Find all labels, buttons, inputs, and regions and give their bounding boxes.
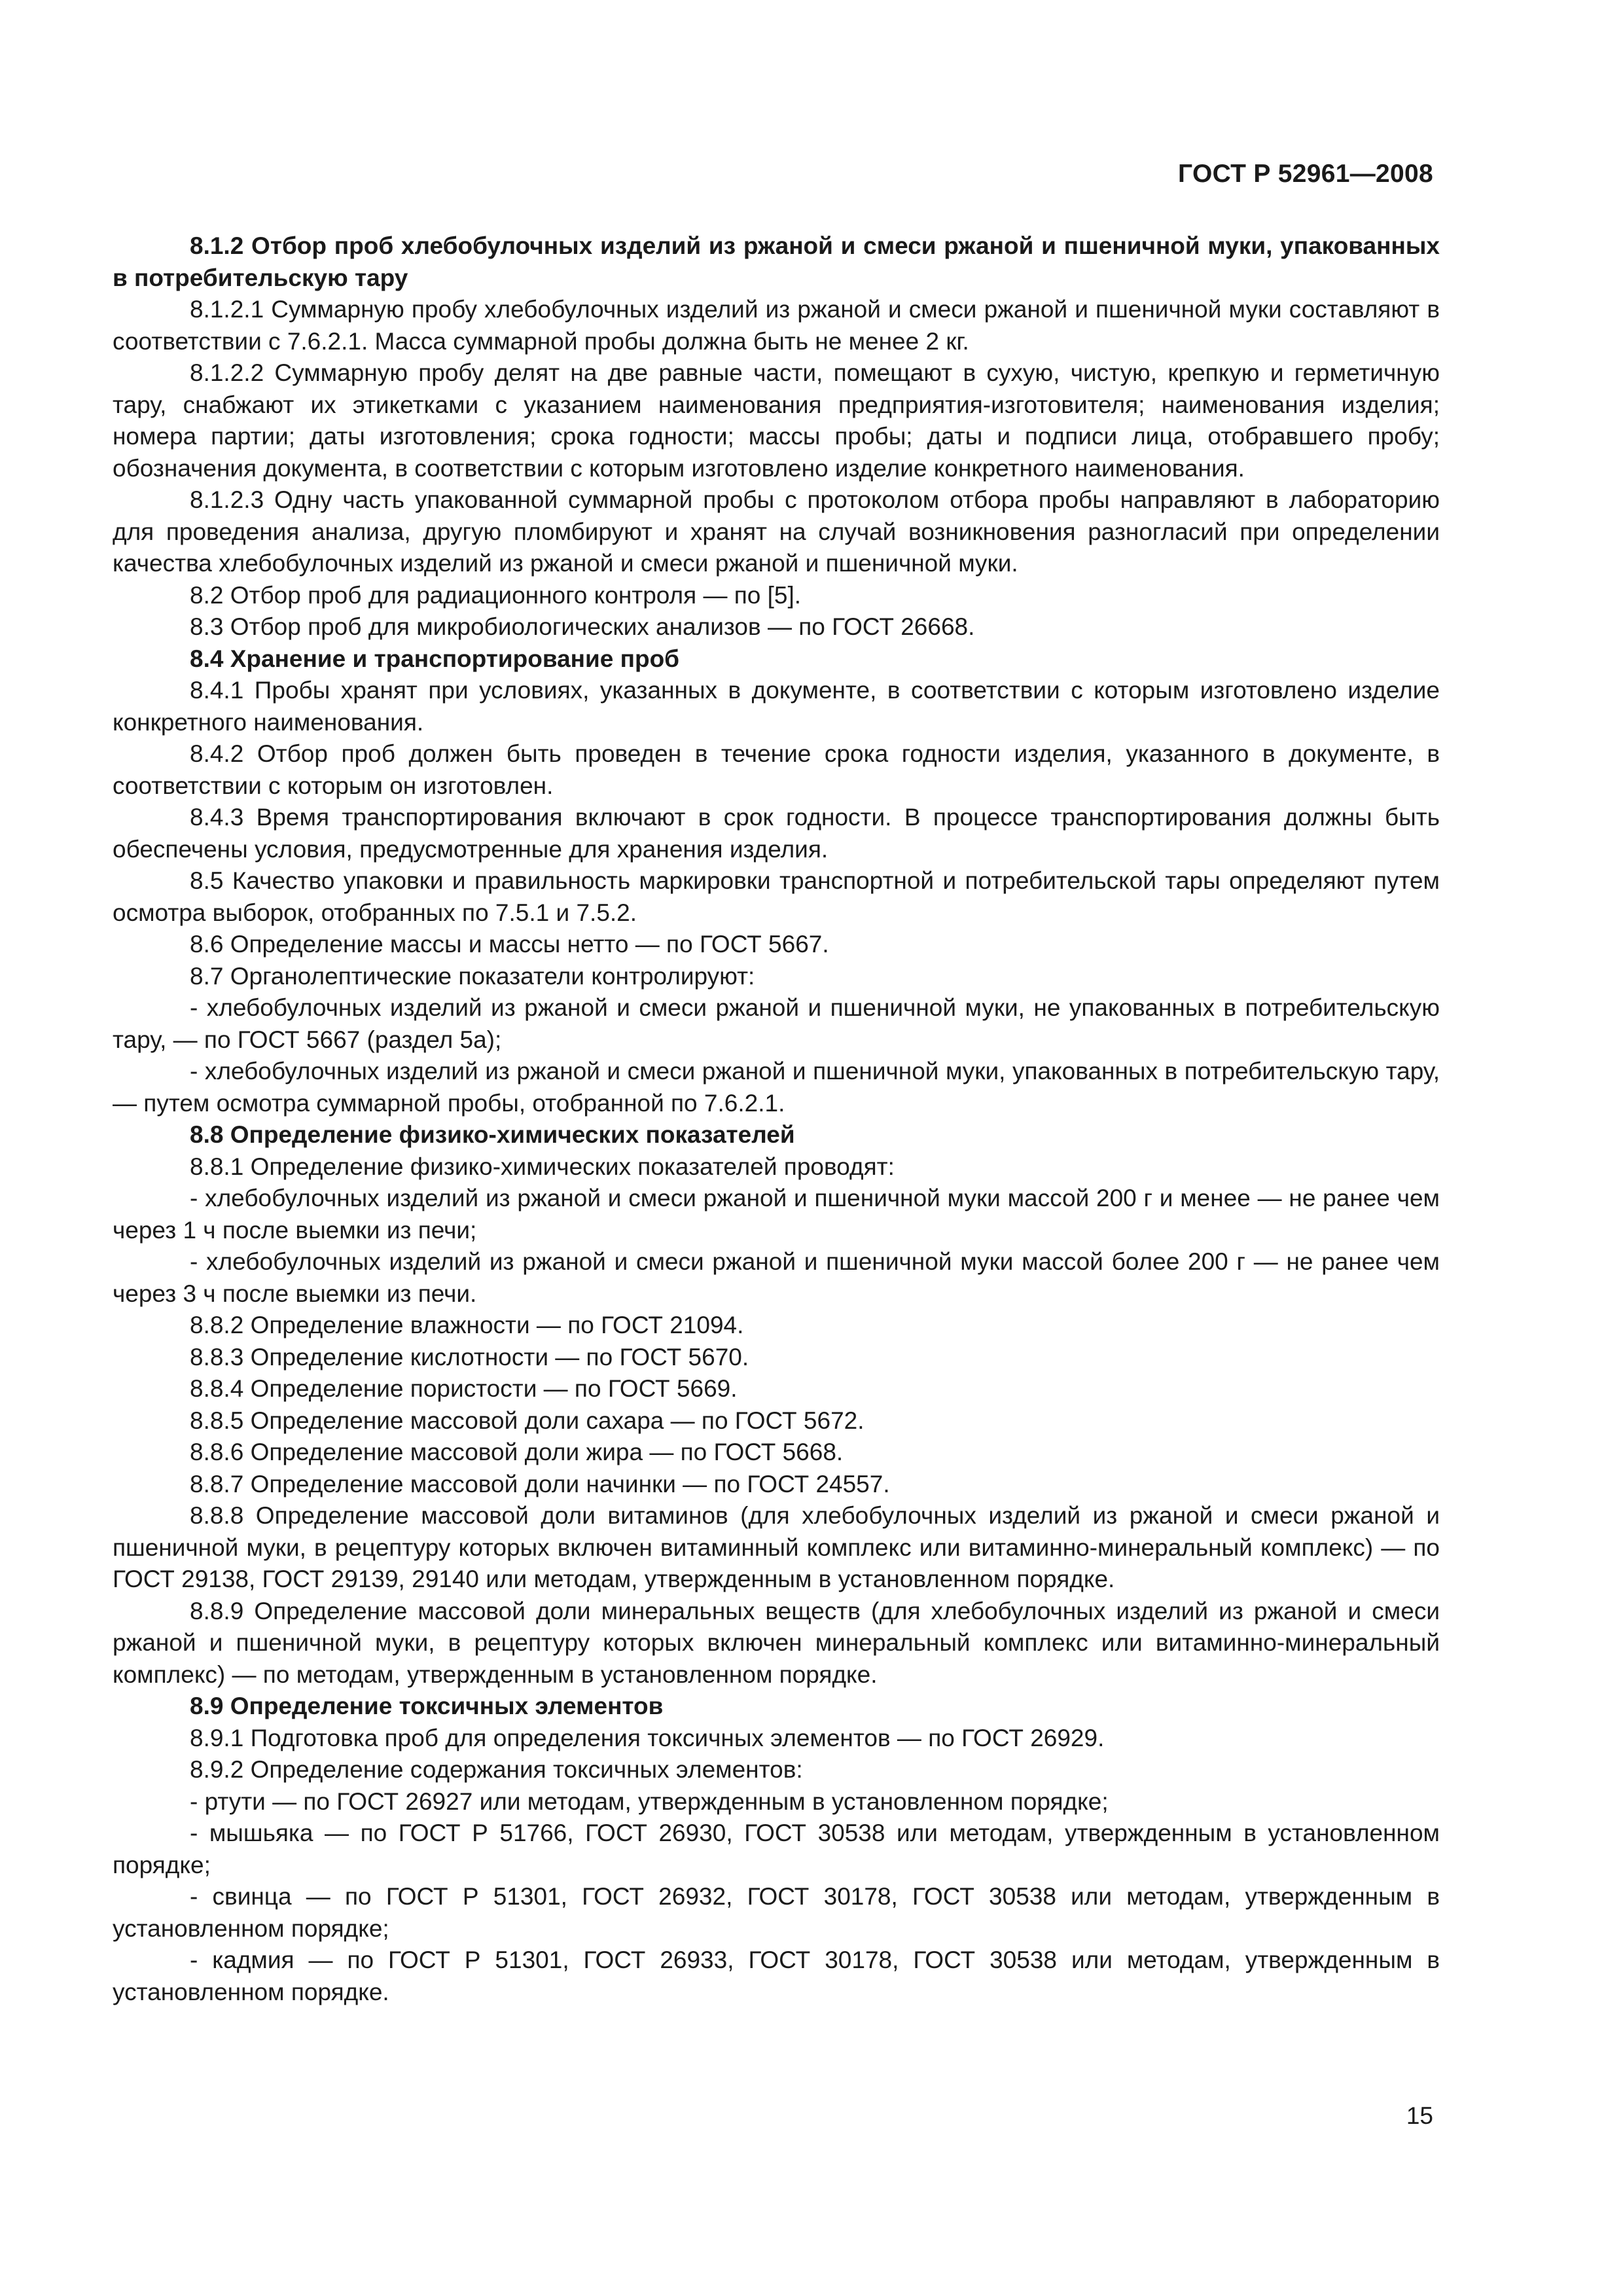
paragraph: 8.3 Отбор проб для микробиологических анализов — по ГОСТ 26668. bbox=[190, 613, 975, 640]
paragraph: 8.8.1 Определение физико-химических показателей проводят: bbox=[190, 1153, 895, 1180]
section-heading: 8.9 Определение токсичных элементов bbox=[190, 1693, 664, 1719]
paragraph: 8.1.2.2 Суммарную пробу делят на две равные части, помещают в сухую, чистую, крепкую и герметичную тару, снабжают их этикетками с указанием наименования предприятия-изготовителя; наименования изделия; номера партии; даты изготовления; срока годности; массы пробы; даты и подписи лица, отобравшего пробу; обозначения документа, в соответствии с которым изготовлено изделие конкретного наименования. bbox=[113, 359, 1440, 482]
paragraph: - кадмия — по ГОСТ Р 51301, ГОСТ 26933, ГОСТ 30178, ГОСТ 30538 или методам, утвержденным в установленном порядке. bbox=[113, 1946, 1440, 2005]
document-body bbox=[113, 230, 1440, 2008]
section-heading: 8.8 Определение физико-химических показателей bbox=[190, 1121, 795, 1148]
paragraph: 8.8.4 Определение пористости — по ГОСТ 5669. bbox=[190, 1375, 738, 1402]
paragraph: 8.4.1 Пробы хранят при условиях, указанных в документе, в соответствии с которым изготовлено изделие конкретного наименования. bbox=[113, 677, 1440, 736]
section-heading: 8.1.2 Отбор проб хлебобулочных изделий из ржаной и смеси ржаной и пшеничной муки, упакованных в потребительскую тару bbox=[113, 232, 1440, 291]
paragraph: - хлебобулочных изделий из ржаной и смеси ржаной и пшеничной муки, не упакованных в потребительскую тару, — по ГОСТ 5667 (раздел 5а); bbox=[113, 994, 1440, 1053]
paragraph: 8.1.2.3 Одну часть упакованной суммарной пробы с протоколом отбора пробы направляют в лабораторию для проведения анализа, другую пломбируют и хранят на случай возникновения разногласий при определении качества хлебобулочных изделий из ржаной и смеси ржаной и пшеничной муки. bbox=[113, 486, 1440, 577]
page-number: 15 bbox=[1406, 2102, 1433, 2129]
paragraph: 8.8.6 Определение массовой доли жира — по ГОСТ 5668. bbox=[190, 1439, 844, 1465]
document-header: ГОСТ Р 52961—2008 bbox=[1178, 160, 1433, 188]
paragraph: 8.4.2 Отбор проб должен быть проведен в течение срока годности изделия, указанного в документе, в соответствии с которым он изготовлен. bbox=[113, 740, 1440, 799]
section-heading: 8.4 Хранение и транспортирование проб bbox=[190, 645, 680, 672]
paragraph: 8.8.9 Определение массовой доли минеральных веществ (для хлебобулочных изделий из ржаной и смеси ржаной и пшеничной муки, в рецептуру которых включен минеральный комплекс или витаминно-минеральный комплекс) — по методам, утвержденным в установленном порядке. bbox=[113, 1597, 1440, 1688]
paragraph: 8.5 Качество упаковки и правильность маркировки транспортной и потребительской тары определяют путем осмотра выборок, отобранных по 7.5.1 и 7.5.2. bbox=[113, 867, 1440, 926]
paragraph: 8.8.7 Определение массовой доли начинки — по ГОСТ 24557. bbox=[190, 1470, 890, 1498]
paragraph: 8.6 Определение массы и массы нетто — по ГОСТ 5667. bbox=[190, 931, 829, 958]
paragraph: 8.8.3 Определение кислотности — по ГОСТ 5670. bbox=[190, 1343, 749, 1371]
paragraph: - хлебобулочных изделий из ржаной и смеси ржаной и пшеничной муки, упакованных в потребительскую тару, — путем осмотра суммарной пробы, отобранной по 7.6.2.1. bbox=[113, 1058, 1440, 1117]
paragraph: 8.9.2 Определение содержания токсичных элементов: bbox=[190, 1756, 803, 1783]
paragraph: 8.7 Органолептические показатели контролируют: bbox=[190, 962, 755, 990]
paragraph: 8.1.2.1 Суммарную пробу хлебобулочных изделий из ржаной и смеси ржаной и пшеничной муки составляют в соответствии с 7.6.2.1. Масса суммарной пробы должна быть не менее 2 кг. bbox=[113, 296, 1440, 355]
paragraph: - ртути — по ГОСТ 26927 или методам, утвержденным в установленном порядке; bbox=[190, 1787, 1109, 1815]
paragraph: - мышьяка — по ГОСТ Р 51766, ГОСТ 26930, ГОСТ 30538 или методам, утвержденным в установленном порядке; bbox=[113, 1820, 1440, 1878]
paragraph: 8.8.2 Определение влажности — по ГОСТ 21094. bbox=[190, 1312, 744, 1338]
paragraph: 8.9.1 Подготовка проб для определения токсичных элементов — по ГОСТ 26929. bbox=[190, 1724, 1105, 1751]
paragraph: 8.8.5 Определение массовой доли сахара — по ГОСТ 5672. bbox=[190, 1407, 865, 1434]
paragraph: - хлебобулочных изделий из ржаной и смеси ржаной и пшеничной муки массой 200 г и менее — не ранее чем через 1 ч после выемки из печи; bbox=[113, 1185, 1440, 1244]
paragraph: 8.4.3 Время транспортирования включают в срок годности. В процессе транспортирования должны быть обеспечены условия, предусмотренные для хранения изделия. bbox=[113, 804, 1440, 863]
paragraph: - хлебобулочных изделий из ржаной и смеси ржаной и пшеничной муки массой более 200 г — не ранее чем через 3 ч после выемки из печи. bbox=[113, 1248, 1440, 1307]
paragraph: 8.2 Отбор проб для радиационного контроля — по [5]. bbox=[190, 581, 802, 609]
paragraph: 8.8.8 Определение массовой доли витаминов (для хлебобулочных изделий из ржаной и смеси ржаной и пшеничной муки, в рецептуру которых включен витаминный комплекс или витаминно-минеральный комплекс) — по ГОСТ 29138, ГОСТ 29139, 29140 или методам, утвержденным в установленном порядке. bbox=[113, 1502, 1440, 1592]
paragraph: - свинца — по ГОСТ Р 51301, ГОСТ 26932, ГОСТ 30178, ГОСТ 30538 или методам, утвержденным в установленном порядке; bbox=[113, 1883, 1440, 1942]
